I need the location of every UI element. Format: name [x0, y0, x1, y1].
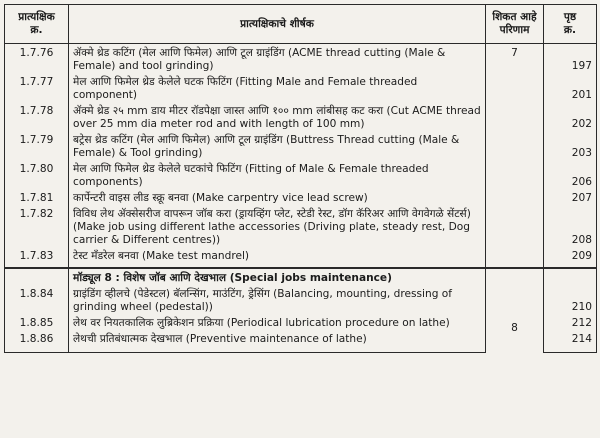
module-heading-spacer [544, 268, 597, 285]
row-page: 207 [544, 189, 597, 205]
row-title: मेल आणि फिमेल थ्रेड केलेले घटक फिटिंग (Fitting Male and Female threaded component) [69, 73, 486, 102]
row-title: मेल आणि फिमेल थ्रेड केलेले घटकांचे फिटिंग (Fitting of Male & Female threaded components) [69, 160, 486, 189]
row-number: 1.7.76 [5, 44, 69, 74]
row-number: 1.7.81 [5, 189, 69, 205]
learning-outcome-7: 7 [511, 46, 518, 59]
row-page: 214 [544, 330, 597, 353]
learning-outcome-8: 8 [511, 321, 518, 334]
row-page: 208 [544, 205, 597, 247]
header-page-no [544, 5, 597, 44]
row-title: बट्रेस थ्रेड कटिंग (मेल आणि फिमेल) आणि टूल ग्राइंडिंग (Buttress Thread cutting (Male & Female) & Tool grinding) [69, 131, 486, 160]
table-row [5, 44, 597, 74]
module-heading-spacer [5, 268, 69, 285]
header-page-no-line1: पृष्ठ [563, 11, 577, 23]
table-row [5, 285, 597, 314]
row-title: विविध लेथ ॲक्सेसरीज वापरून जॉब करा (ड्रायव्हिंग प्लेट, स्टेडी रेस्ट, डॉग कॅरिअर आणि वेगवेगळे सेंटर्स) (Make job using different lathe accessories (Driving plate, steady rest, Dog carrier & Different centres)) [69, 205, 486, 247]
row-title: ॲक्मे थ्रेड कटिंग (मेल आणि फिमेल) आणि टूल ग्राइंडिंग (ACME thread cutting (Male & Female) and tool grinding) [69, 44, 486, 74]
row-title: ग्राइंडिंग व्हीलचे (पेडेस्टल) बॅलन्सिंग, माउंटिंग, ड्रेसिंग (Balancing, mounting, dressing of grinding wheel (pedestal)) [69, 285, 486, 314]
row-number: 1.7.80 [5, 160, 69, 189]
section-module-8 [5, 268, 597, 353]
row-page: 210 [544, 285, 597, 314]
row-page: 197 [544, 44, 597, 74]
row-page: 201 [544, 73, 597, 102]
header-practical-no-line2: क्र. [30, 24, 43, 36]
row-title: लेथची प्रतिबंधात्मक देखभाल (Preventive maintenance of lathe) [69, 330, 486, 353]
row-page: 209 [544, 247, 597, 268]
row-number: 1.8.86 [5, 330, 69, 353]
header-learning-outcome-line1: शिकत आहे [492, 11, 537, 23]
header-learning-outcome-line2: परिणाम [499, 24, 530, 36]
row-number: 1.7.79 [5, 131, 69, 160]
contents-table [4, 4, 597, 353]
row-number: 1.7.77 [5, 73, 69, 102]
table-header [5, 5, 597, 44]
row-page: 202 [544, 102, 597, 131]
section-module-7 [5, 44, 597, 269]
header-practical-no-line1: प्रात्यक्षिक [18, 11, 55, 23]
header-practical-no [5, 5, 69, 44]
header-page-no-line2: क्र. [563, 24, 577, 36]
learning-outcome-value [486, 285, 544, 353]
header-learning-outcome [486, 5, 544, 44]
module-heading: मॉड्यूल 8 : विशेष जॉब आणि देखभाल (Special jobs maintenance) [69, 268, 486, 285]
row-number: 1.7.78 [5, 102, 69, 131]
row-title: ॲक्मे थ्रेड २५ mm डाय मीटर रॉडपेक्षा जास्त आणि १०० mm लांबीसह कट करा (Cut ACME thread over 25 mm dia meter rod and with length of 100 mm) [69, 102, 486, 131]
module-heading-spacer [486, 268, 544, 285]
row-title: कार्पेन्टरी वाइस लीड स्क्रू बनवा (Make carpentry vice lead screw) [69, 189, 486, 205]
row-number: 1.8.85 [5, 314, 69, 330]
row-title: टेस्ट मँडरेल बनवा (Make test mandrel) [69, 247, 486, 268]
row-page: 206 [544, 160, 597, 189]
header-title: प्रात्यक्षिकाचे शीर्षक [69, 5, 486, 44]
module-heading-row [5, 268, 597, 285]
row-number: 1.8.84 [5, 285, 69, 314]
row-number: 1.7.83 [5, 247, 69, 268]
row-page: 203 [544, 131, 597, 160]
row-number: 1.7.82 [5, 205, 69, 247]
row-title: लेथ वर नियतकालिक लुब्रिकेशन प्रक्रिया (Periodical lubrication procedure on lathe) [69, 314, 486, 330]
row-page: 212 [544, 314, 597, 330]
learning-outcome-value [486, 44, 544, 269]
